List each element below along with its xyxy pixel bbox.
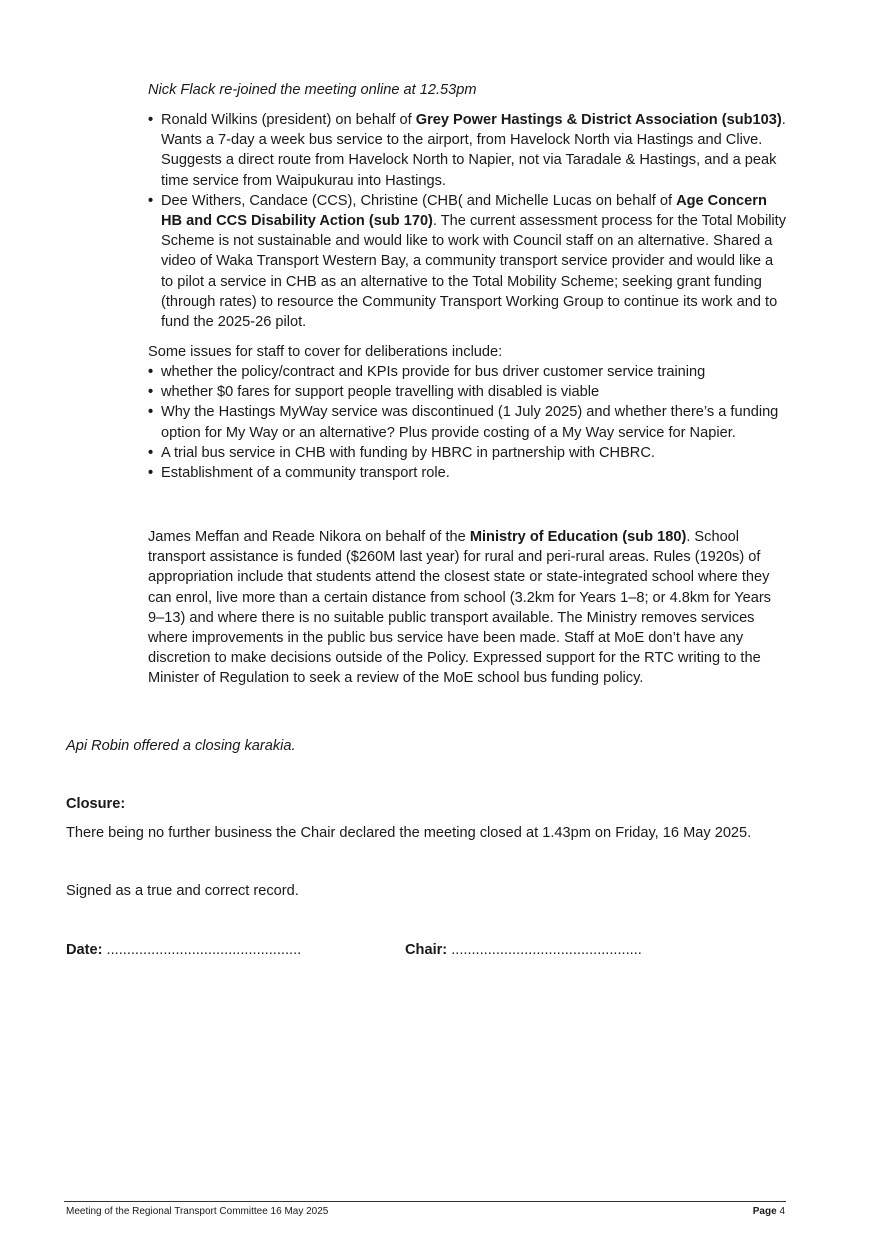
issue-item: • A trial bus service in CHB with funding by HBRC in partnership with CHBRC.	[148, 443, 788, 463]
issues-list	[148, 362, 788, 483]
date-dots: ................................................	[102, 942, 302, 958]
page-label: Page	[752, 1206, 777, 1217]
chair-dots: ...............................................	[447, 942, 642, 958]
moe-org: Ministry of Education (sub 180)	[469, 529, 687, 545]
chair-signature-line	[405, 940, 642, 960]
submitter-lead: Ronald Wilkins (president) on behalf of	[161, 112, 416, 128]
issue-item: • whether the policy/contract and KPIs provide for bus driver customer service training	[148, 362, 788, 382]
signed-statement: Signed as a true and correct record.	[66, 883, 299, 899]
submitter-item	[148, 110, 788, 191]
issues-intro: Some issues for staff to cover for deliberations include:	[148, 344, 503, 360]
submitter-summary: . Wants a 7-day a week bus service to the airport, from Havelock North via Hastings and Clive. Suggests a direct route from Havelock North to Napier, not via Taradale & Hastings, and a peak time service from Waipukurau into Hastings.	[161, 112, 786, 189]
moe-submission	[148, 527, 776, 689]
submitter-item	[148, 191, 788, 332]
karakia-note: Api Robin offered a closing karakia.	[66, 738, 296, 754]
moe-lead: James Meffan and Reade Nikora on behalf of the	[148, 529, 470, 545]
footer-divider	[64, 1201, 786, 1202]
footer-page-number	[753, 1205, 785, 1219]
submitters-list	[148, 110, 788, 332]
submitter-lead: Dee Withers, Candace (CCS), Christine (CHB( and Michelle Lucas on behalf of	[161, 192, 677, 209]
submitter-org: Age Concern HB and CCS Disability Action (sub 170)	[161, 192, 767, 230]
moe-summary: . School transport assistance is funded ($260M last year) for rural and peri-rural areas. Rules (1920s) of appropriation include that students attend the closest state or state-integrated school where they can enrol, live more than a certain distance from school (3.2km for Years 1–8; or 4.8km for Years 9–13) and where there is no suitable public transport available. The Ministry removes services where improvements in the public bus service have been made. Staff at MoE don’t have any discretion to make decisions outside of the Policy. Expressed support for the RTC writing to the Minister of Regulation to seek a review of the MoE school bus funding policy.	[148, 529, 771, 687]
submitter-org: Grey Power Hastings & District Association (sub103)	[415, 112, 782, 128]
chair-label: Chair:	[405, 942, 448, 958]
submitter-summary: . The current assessment process for the Total Mobility Scheme is not sustainable and would like to work with Council staff on an alternative. Shared a video of Waka Transport Western Bay, a community transport service provider and would like a to pilot a service in CHB as an alternative to the Total Mobility Scheme; seeking grant funding (through rates) to resource the Community Transport Working Group to continue its work and to fund the 2025-26 pilot.	[161, 213, 787, 331]
issue-item: • whether $0 fares for support people travelling with disabled is viable	[148, 382, 788, 402]
closure-heading: Closure:	[66, 796, 126, 812]
page-number: 4	[779, 1206, 785, 1217]
date-label: Date:	[66, 942, 103, 958]
date-signature-line	[66, 940, 301, 960]
issue-item: • Why the Hastings MyWay service was discontinued (1 July 2025) and whether there’s a funding option for My Way or an alternative? Plus provide costing of a My Way service for Napier.	[148, 402, 788, 442]
footer-meeting-title: Meeting of the Regional Transport Committee 16 May 2025	[66, 1206, 329, 1217]
closure-text: There being no further business the Chair declared the meeting closed at 1.43pm on Friday, 16 May 2025.	[66, 825, 752, 841]
rejoin-note: Nick Flack re-joined the meeting online at 12.53pm	[148, 82, 477, 98]
issue-item: • Establishment of a community transport role.	[148, 463, 788, 483]
